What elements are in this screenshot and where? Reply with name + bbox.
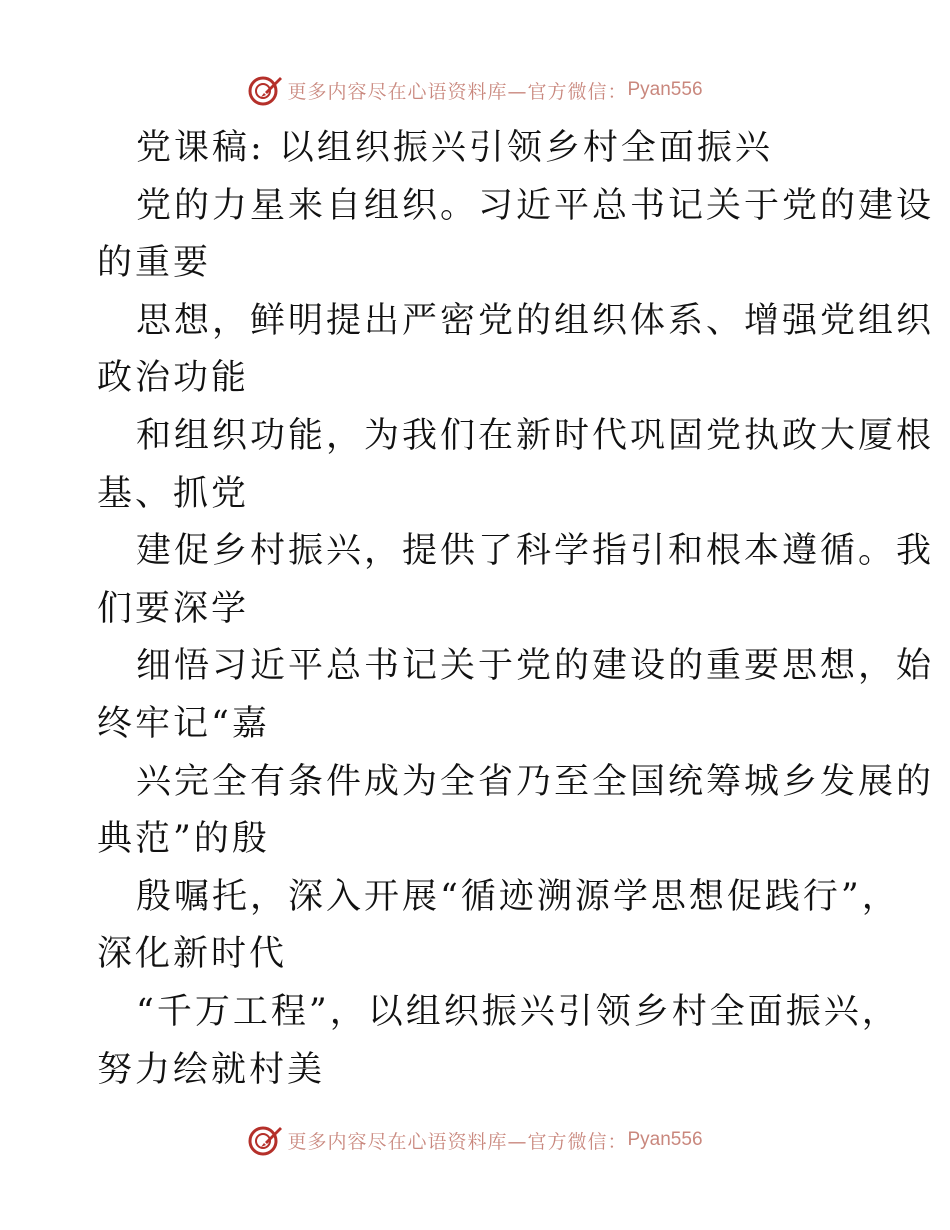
paragraph-line: 建促乡村振兴，提供了科学指引和根本遵循。我	[136, 531, 935, 572]
footer-banner	[0, 1120, 950, 1160]
header-banner	[0, 70, 950, 110]
paragraph-line: 党的力星来自组织。习近平总书记关于党的建设	[136, 185, 935, 226]
paragraph-line: 终牢记“嘉	[97, 703, 270, 744]
paragraph-line: 努力绘就村美	[97, 1049, 326, 1090]
paragraph-line: 政治功能	[97, 358, 250, 399]
banner-wechat-id: Pyan556	[627, 1129, 703, 1150]
paragraph-line: 殷嘱托，深入开展“循迹溯源学思想促践行”，	[136, 876, 900, 917]
paragraph-line: 的重要	[97, 243, 212, 284]
paragraph-line: “千万工程”，以组织振兴引领乡村全面振兴，	[136, 991, 900, 1032]
paragraph-line: 兴完全有条件成为全省乃至全国统筹城乡发展的	[136, 761, 935, 802]
paragraph-line: 和组织功能，为我们在新时代巩固党执政大厦根	[136, 415, 935, 456]
document-title: 党课稿: 以组织振兴引领乡村全面振兴	[136, 128, 773, 168]
banner-text: 更多内容尽在心语资料库—官方微信：	[287, 1130, 628, 1153]
paragraph-line: 典范”的殷	[97, 819, 270, 860]
document-body	[97, 120, 935, 1099]
banner-text: 更多内容尽在心语资料库—官方微信：	[287, 80, 628, 103]
pen-circle-logo-icon	[247, 72, 283, 108]
paragraph-line: 思想，鲜明提出严密党的组织体系、增强党组织	[136, 300, 935, 341]
paragraph-line: 深化新时代	[97, 934, 288, 975]
pen-circle-logo-icon	[247, 1122, 283, 1158]
paragraph-line: 们要深学	[97, 588, 250, 629]
paragraph-line: 细悟习近平总书记关于党的建设的重要思想，始	[136, 646, 935, 687]
paragraph-line: 基、抓党	[97, 473, 250, 514]
banner-wechat-id: Pyan556	[627, 79, 703, 100]
